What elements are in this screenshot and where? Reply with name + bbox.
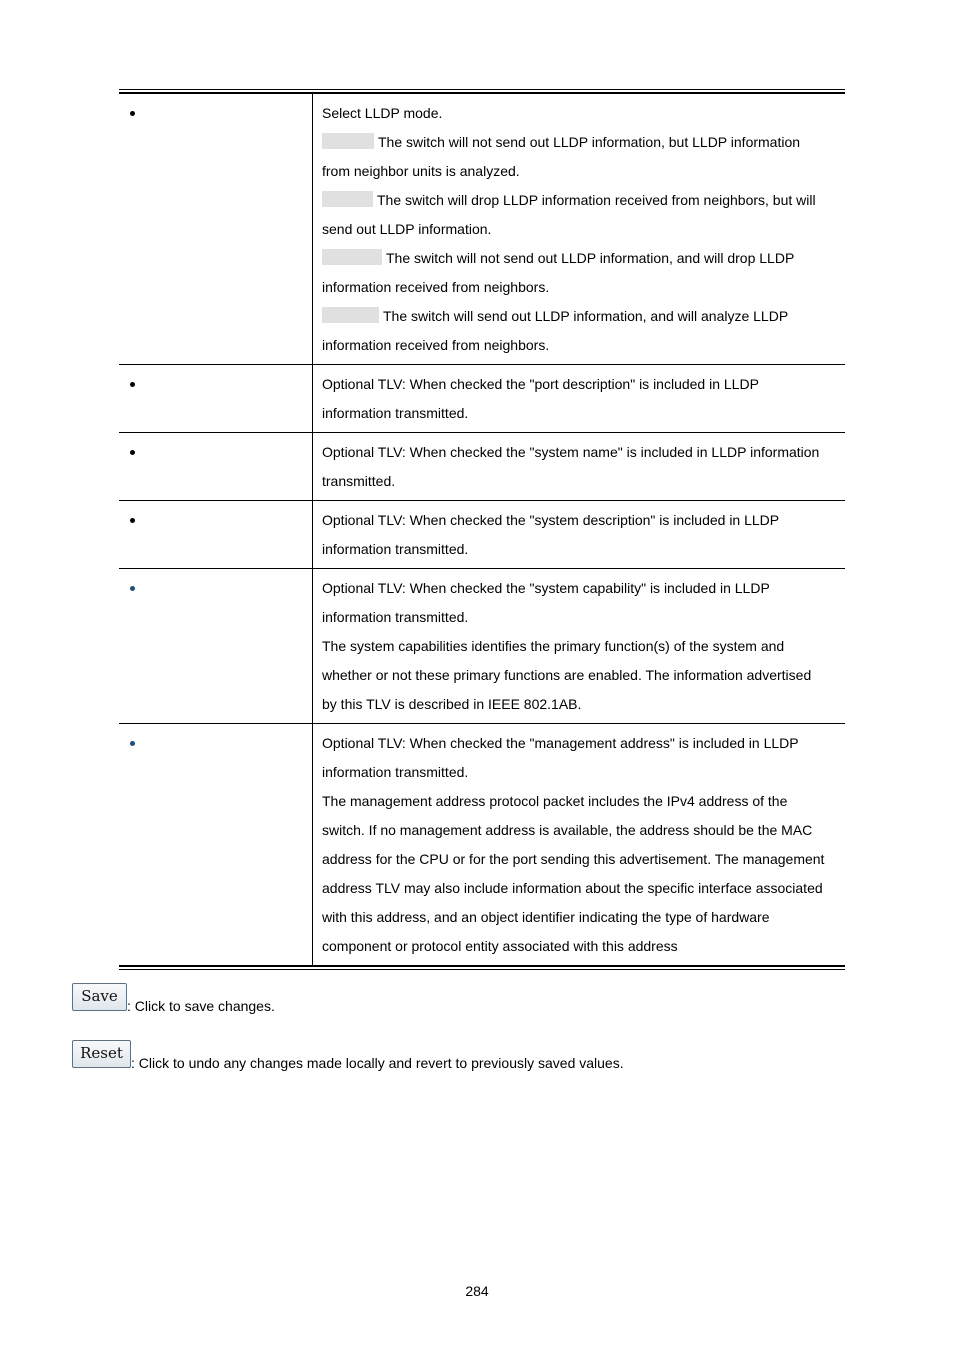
save-button-description: : Click to save changes. [127,998,275,1014]
parameter-description-cell [313,501,846,569]
mode-disabled-line [322,244,839,273]
page-number: 284 [465,1283,489,1299]
table-row [119,569,845,724]
parameter-table [119,94,845,965]
description-line: Optional TLV: When checked the "system description" is included in LLDP [322,512,780,528]
parameter-table-wrapper [119,89,845,970]
parameter-name-cell [119,365,313,433]
description-line: from neighbor units is analyzed. [322,163,520,179]
bullet-icon [130,741,135,746]
bullet-icon [130,518,135,523]
description-line: Optional TLV: When checked the "system name" is included in LLDP information [322,444,820,460]
table-row [119,501,845,569]
table-row [119,365,845,433]
mode-label-placeholder [322,191,373,207]
description-line: address TLV may also include information about the specific interface associated [322,880,823,896]
bullet-icon [130,382,135,387]
parameter-name-cell [119,724,313,966]
parameter-name-cell [119,501,313,569]
table-row [119,94,845,365]
description-line: Optional TLV: When checked the "port description" is included in LLDP [322,376,759,392]
reset-button-description: : Click to undo any changes made locally and revert to previously saved values. [131,1055,624,1071]
bullet-icon [130,111,135,116]
mode-label-placeholder [322,307,379,323]
description-line: information transmitted. [322,405,469,421]
mode-rx-only-line [322,128,839,157]
description-line: whether or not these primary functions are enabled. The information advertised [322,667,812,683]
description-line: address for the CPU or for the port sending this advertisement. The management [322,851,825,867]
mode-description-text: The switch will not send out LLDP information, but LLDP information [378,134,801,150]
mode-enabled-line [322,302,839,331]
description-line: Select LLDP mode. [322,105,443,121]
mode-label-placeholder [322,249,382,265]
reset-button[interactable]: Reset [72,1040,131,1068]
description-line: send out LLDP information. [322,221,492,237]
save-button-row [72,983,275,1015]
parameter-description-cell [313,365,846,433]
description-line: The management address protocol packet includes the IPv4 address of the [322,793,788,809]
save-button[interactable]: Save [72,983,127,1011]
table-bottom-rule [119,965,845,970]
parameter-name-cell [119,433,313,501]
description-line: information transmitted. [322,609,469,625]
description-line: information received from neighbors. [322,337,550,353]
mode-label-placeholder [322,133,374,149]
description-line: with this address, and an object identifier indicating the type of hardware [322,909,770,925]
table-row [119,724,845,966]
reset-button-row [72,1040,624,1072]
description-line: Optional TLV: When checked the "management address" is included in LLDP [322,735,799,751]
description-line: transmitted. [322,473,396,489]
description-line: component or protocol entity associated with this address [322,938,678,954]
description-line: information transmitted. [322,764,469,780]
description-line: The system capabilities identifies the primary function(s) of the system and [322,638,785,654]
mode-description-text: The switch will send out LLDP information, and will analyze LLDP [383,308,789,324]
bullet-icon [130,586,135,591]
parameter-description-cell [313,724,846,966]
mode-description-text: The switch will drop LLDP information received from neighbors, but will [377,192,816,208]
description-line: switch. If no management address is available, the address should be the MAC [322,822,813,838]
parameter-description-cell [313,569,846,724]
description-line: by this TLV is described in IEEE 802.1AB. [322,696,582,712]
parameter-name-cell [119,94,313,365]
mode-description-text: The switch will not send out LLDP information, and will drop LLDP [386,250,795,266]
table-row [119,433,845,501]
description-line: information transmitted. [322,541,469,557]
description-line: information received from neighbors. [322,279,550,295]
mode-tx-only-line [322,186,839,215]
parameter-description-cell [313,433,846,501]
parameter-description-cell [313,94,846,365]
parameter-name-cell [119,569,313,724]
bullet-icon [130,450,135,455]
description-line: Optional TLV: When checked the "system capability" is included in LLDP [322,580,770,596]
